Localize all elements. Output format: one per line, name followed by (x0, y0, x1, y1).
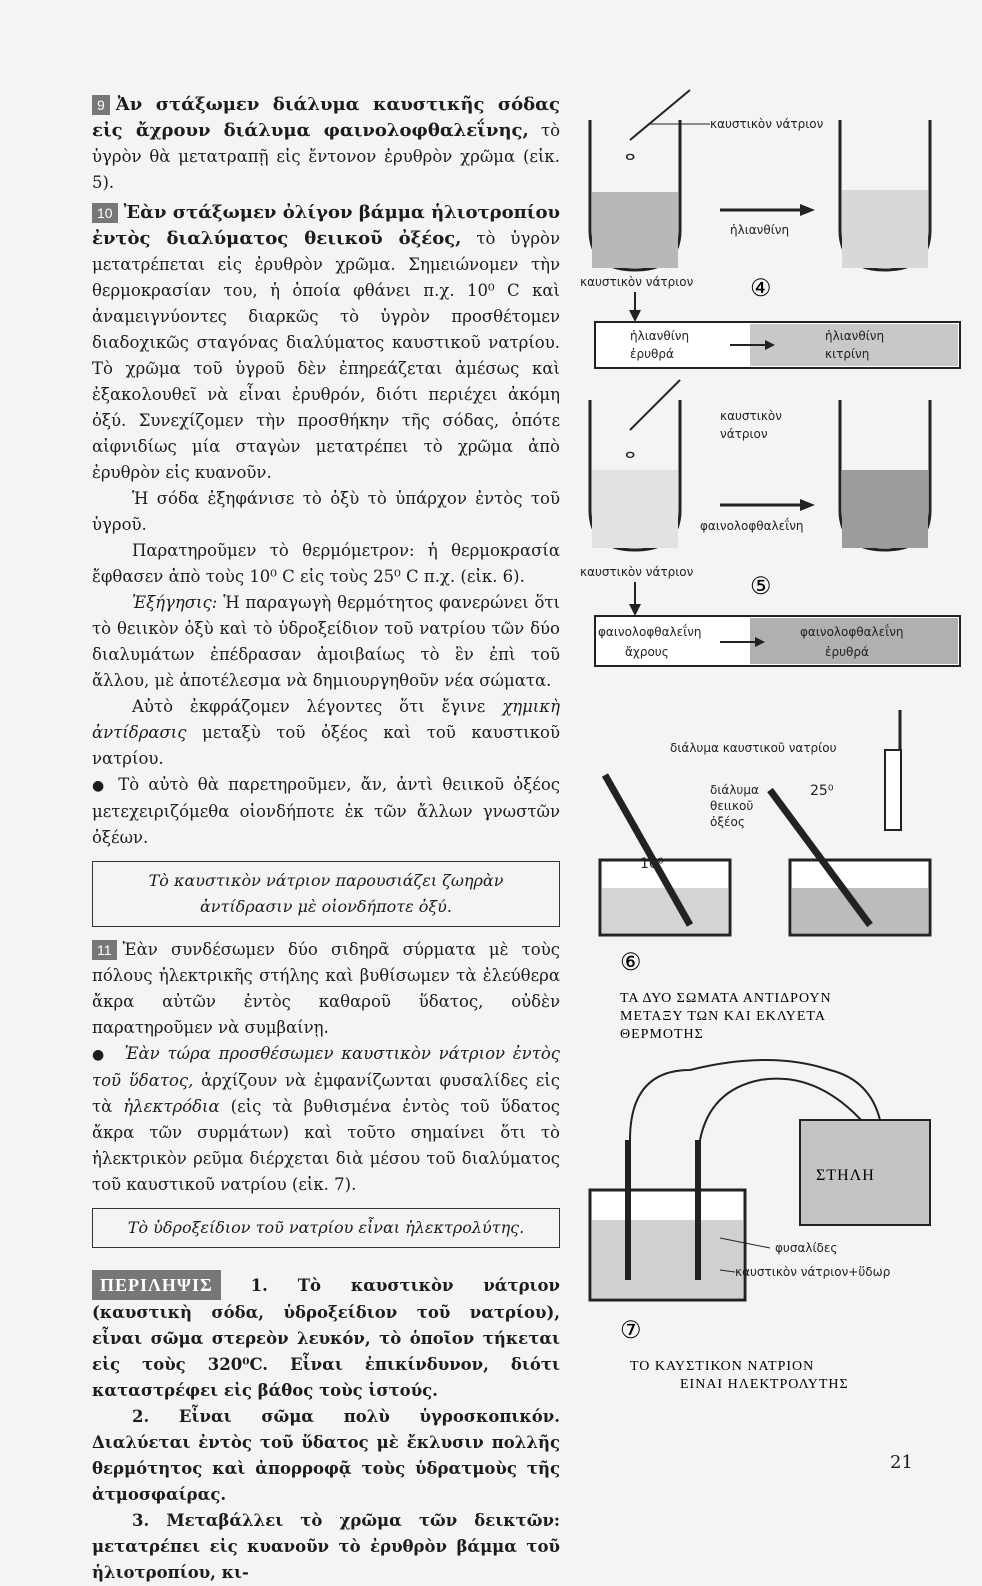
figure-6 (600, 710, 930, 1042)
liquid-fill (592, 192, 678, 268)
bullet-note: ● Τὸ αὐτὸ θὰ παρετηροῦμεν, ἄν, ἀντὶ θειικοῦ ὀξέος μετεχειριζόμεθα οἱονδήποτε ἐκ τῶν ἄλλων γνωστῶν ὀξέων. (92, 772, 560, 851)
figure-7 (590, 1060, 930, 1392)
paragraph-text: Παρατηροῦμεν τὸ θερμόμετρον: ἡ θερμοκρασία ἔφθασεν ἀπὸ τοὺς 10⁰ C εἰς τοὺς 25⁰ C π.χ. (εἰκ. 6). (92, 541, 560, 586)
text-fragment: Ἐὰν τώρα προσθέσωμεν καυστικὸν νάτριον ἐντὸς τοῦ ὕδατος, (92, 1044, 560, 1090)
paragraph-number: 10 (92, 203, 118, 223)
rule-box: Τὸ ὑδροξείδιον τοῦ νατρίου εἶναι ἠλεκτρολύτης. (92, 1208, 560, 1248)
reaction-paragraph (92, 694, 560, 772)
box-label: ἐρυθρά (630, 347, 674, 361)
rule-box: Τὸ καυστικὸν νάτριον παρουσιάζει ζωηρὰν ἀντίδρασιν μὲ οἱονδήποτε ὀξύ. (92, 861, 560, 927)
electrode-right (695, 1140, 701, 1280)
figure-caption: ΘΕΡΜΟΤΗΣ (620, 1027, 704, 1042)
paragraph-number: 9 (92, 95, 110, 115)
fig5-top-label: νάτριον (720, 427, 768, 441)
liquid-fill (592, 1220, 743, 1298)
acid-label: ὀξέος (710, 815, 745, 829)
paragraph-text: τὸ ὑγρὸν θὰ μετατραπῇ εἰς ἔντονον ἐρυθρὸν χρῶμα (εἰκ. 5). (92, 121, 561, 192)
figure-caption: ΕΙΝΑΙ ΗΛΕΚΤΡΟΛΥΤΗΣ (680, 1377, 849, 1392)
paragraph-11 (92, 937, 560, 1041)
temp-label: 10⁰ (640, 856, 664, 872)
battery-label: ΣΤΗΛΗ (816, 1167, 875, 1184)
solution-label: καυστικὸν νάτριον+ὕδωρ (735, 1265, 891, 1279)
figure-caption: ΜΕΤΑΞΥ ΤΩΝ ΚΑΙ ΕΚΛΥΕΤΑ (620, 1009, 826, 1024)
liquid-fill (602, 888, 728, 933)
term-electrodes: ἠλεκτρόδια (123, 1097, 220, 1116)
summary-section (92, 1270, 560, 1586)
summary-text: 1. Τὸ καυστικὸν νάτριον (καυστικὴ σόδα, ὑδροξείδιον τοῦ νατρίου), εἶναι σῶμα στερεὸν λευκόν, τὸ ὁποῖον τήκεται εἰς τοὺς 320⁰C. Εἶναι ἐπικίνδυνον, διότι καταστρέφει εἰς βάθος τοὺς ἱστούς. (92, 1276, 560, 1400)
box-label: ἐρυθρά (825, 645, 869, 659)
figure-caption: ΤΑ ΔΥΟ ΣΩΜΑΤΑ ΑΝΤΙΔΡΟΥΝ (620, 991, 832, 1006)
pipette (630, 380, 680, 430)
summary-item: 2. Εἶναι σῶμα πολὺ ὑγροσκοπικόν. Διαλύεται ἐντὸς τοῦ ὕδατος μὲ ἔκλυσιν πολλῆς θερμότητος καὶ ἀπορροφᾷ τοὺς ὑδρατμοὺς τῆς ἀτμοσφαίρας. (92, 1407, 560, 1504)
figure-4 (580, 90, 960, 368)
figures-column (570, 80, 970, 1400)
text-fragment: ἀρχίζουν νὰ ἐμφανίζωνται φυσαλίδες εἰς τὰ (92, 1071, 560, 1116)
figure-7-number: ⑦ (620, 1316, 642, 1344)
explanation-text: Ἡ παραγωγὴ θερμότητος φανερώνει ὅτι τὸ θειικὸν ὀξὺ καὶ τὸ ὑδροξείδιον τοῦ νατρίου τῶν δύο διαλυμάτων ἐπέδρασαν ἀμοιβαίως τὸ ἓν ἐπὶ τοῦ ἄλλου, μὲ ἀποτέλεσμα νὰ δημιουργηθοῦν νέα σώματα. (92, 593, 560, 690)
arrow-head (629, 310, 641, 322)
main-text-column (92, 92, 560, 1586)
text-fragment: Αὐτὸ ἐκφράζομεν λέγοντες ὅτι ἔγινε (132, 697, 486, 716)
figure-5-number: ⑤ (750, 572, 772, 600)
arrow-head (629, 604, 641, 616)
bubbles-label: φυσαλίδες (775, 1241, 838, 1255)
paragraph-10 (92, 200, 560, 486)
paragraph-text: Ἡ σόδα ἐξηφάνισε τὸ ὀξὺ τὸ ὑπάρχον ἐντὸς τοῦ ὑγροῦ. (92, 489, 560, 534)
explanation-label: Ἐξήγησις: (132, 593, 218, 612)
fig6-top-label: διάλυμα καυστικοῦ νατρίου (670, 741, 837, 755)
figure-5 (580, 380, 960, 666)
fig5-mid-label: φαινολοφθαλεΐνη (700, 519, 804, 533)
figure-caption: ΤΟ ΚΑΥΣΤΙΚΟΝ ΝΑΤΡΙΟΝ (630, 1359, 815, 1374)
explanation (92, 590, 560, 694)
term-chemical-reaction: χημικὴ ἀντίδρασις (92, 697, 560, 742)
paragraph-number: 11 (92, 940, 117, 960)
fig4-top-label: καυστικὸν νάτριον (710, 117, 824, 131)
liquid-fill (842, 190, 928, 268)
fig5-top-label: καυστικὸν (720, 409, 782, 423)
box-label: φαινολοφθαλεΐνη (598, 625, 702, 639)
liquid-fill (842, 470, 928, 548)
burette-tube (885, 750, 901, 830)
drop-icon: ⴰ (625, 145, 636, 164)
paragraph-9 (92, 92, 560, 196)
arrow-head (800, 204, 815, 216)
bold-statement: Ἀν στάξωμεν διάλυμα καυστικῆς σόδας εἰς ἄχρουν διάλυμα φαινολοφθαλεΐνης, (92, 94, 560, 141)
acid-label: θειικοῦ (710, 799, 754, 813)
fig4-bottom-label: καυστικὸν νάτριον (580, 275, 694, 289)
page-number: 21 (890, 1452, 913, 1473)
box-label: φαινολοφθαλεΐνη (800, 625, 904, 639)
summary-tag: ΠΕΡΙΛΗΨΙΣ (92, 1270, 221, 1300)
fig5-bottom-label: καυστικὸν νάτριον (580, 565, 694, 579)
electrode-left (625, 1140, 631, 1280)
bullet-note (92, 1041, 560, 1198)
text-fragment: (εἰς τὰ βυθισμένα ἐντὸς τοῦ ὕδατος ἄκρα τῶν συρμάτων) καὶ τοῦτο σημαίνει ὅτι τὸ ἠλεκτρικὸν ρεῦμα διέρχεται διὰ μέσου τοῦ διαλύματος τοῦ καυστικοῦ νατρίου (εἰκ. 7). (92, 1097, 561, 1194)
summary-item: 3. Μεταβάλλει τὸ χρῶμα τῶν δεικτῶν: μετατρέπει εἰς κυανοῦν τὸ ἐρυθρὸν βάμμα τοῦ ἡλιοτροπίου, κι- (92, 1511, 560, 1582)
box-label: ἡλιανθίνη (630, 329, 690, 343)
arrow-head (800, 499, 815, 511)
summary-item (92, 1270, 560, 1404)
temp-label: 25⁰ (810, 783, 834, 799)
liquid-fill (592, 470, 678, 548)
box-label: ἡλιανθίνη (825, 329, 885, 343)
paragraph-text: Ἐὰν συνδέσωμεν δύο σιδηρᾶ σύρματα μὲ τοὺς πόλους ἠλεκτρικῆς στήλης καὶ βυθίσωμεν τὰ ἐλεύθερα ἄκρα αὐτῶν ἐντὸς καθαροῦ ὕδατος, οὐδὲν παρατηροῦμεν νὰ συμβαίνῃ. (92, 940, 560, 1037)
bold-statement: Ἐὰν στάξωμεν ὀλίγον βάμμα ἡλιοτροπίου ἐντὸς διαλύματος θειικοῦ ὀξέος, (92, 202, 560, 249)
text-fragment: μεταξὺ τοῦ ὀξέος καὶ τοῦ καυστικοῦ νατρίου. (92, 723, 560, 768)
fig4-mid-label: ἡλιανθίνη (730, 223, 790, 237)
figure-6-number: ⑥ (620, 948, 642, 976)
figure-4-number: ④ (750, 274, 772, 302)
drop-icon: ⴰ (625, 443, 636, 462)
box-label: ἄχρους (625, 645, 669, 659)
paragraph-text: τὸ ὑγρὸν μετατρέπεται εἰς ἐρυθρὸν χρῶμα. Σημειώνομεν τὴν θερμοκρασίαν του, ἡ ὁποία φθάνει π.χ. 10⁰ C καὶ ἀναμειγνύοντες διαρκῶς τὸ ὑγρὸν προσθέτομεν διαδοχικῶς σταγόνας διαλύματος καυστικοῦ νατρίου. Τὸ χρῶμα τοῦ ὑγροῦ δὲν ἐπηρεάζεται ἀμέσως καὶ ἐξακολουθεῖ νὰ εἶναι ἐρυθρόν, διότι περιέχει ἀκόμη ὀξύ. Συνεχίζομεν τὴν προσθήκην τῆς σόδας, ὁπότε αἰφνιδίως μία σταγὼν μετατρέπει τὸ χρῶμα ἀπὸ ἐρυθρὸν εἰς κυανοῦν. (92, 229, 560, 482)
acid-label: διάλυμα (710, 783, 759, 797)
box-label: κιτρίνη (825, 347, 870, 361)
